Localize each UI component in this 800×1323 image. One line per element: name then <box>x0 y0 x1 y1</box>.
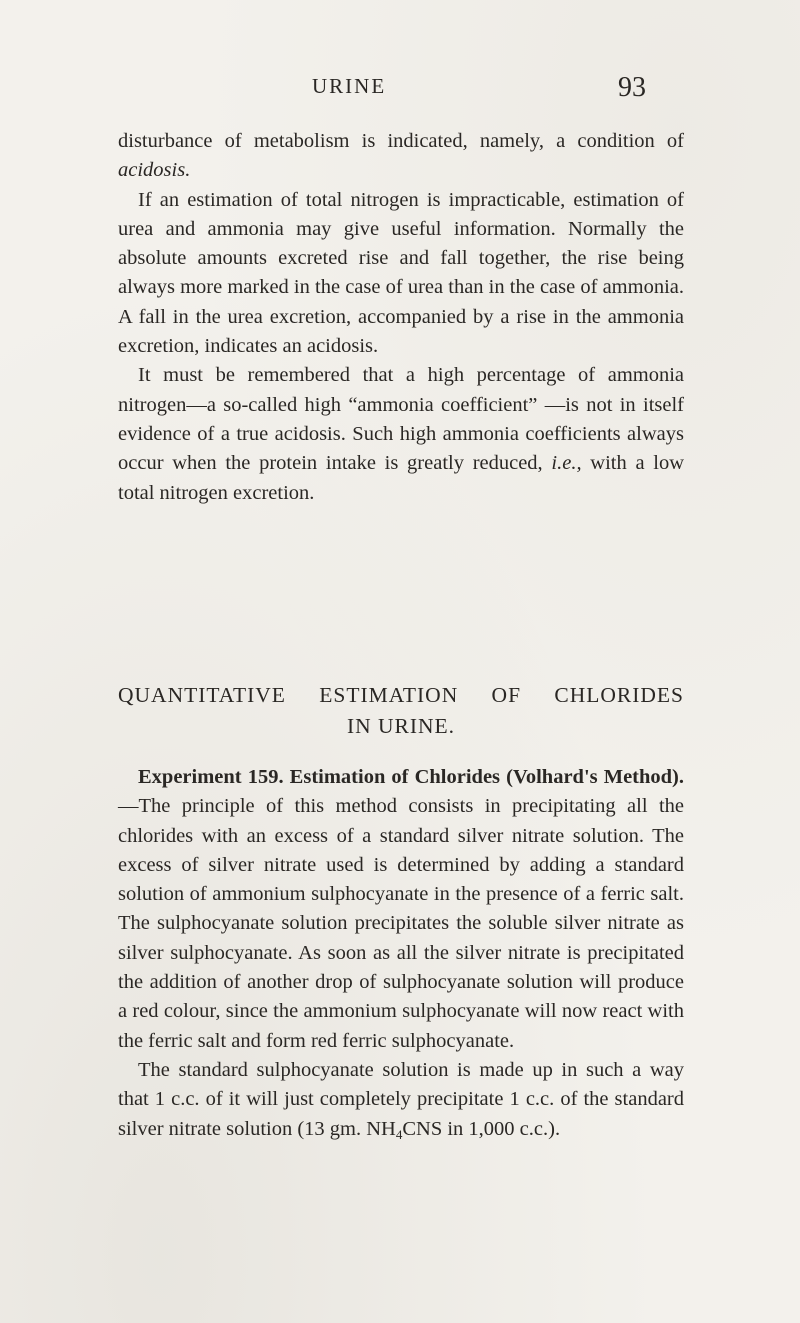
body-text <box>118 127 684 508</box>
paragraph-text: CNS in 1,000 c.c.). <box>402 1117 561 1140</box>
italic-term-ie: i.e., <box>551 452 582 475</box>
subscript: 4 <box>395 1126 403 1142</box>
section-heading-line1: QUANTITATIVE ESTIMATION OF CHLORIDES <box>118 683 684 707</box>
running-head <box>0 72 800 112</box>
experiment-text <box>118 763 684 1149</box>
paragraph-text: with a low total nitrogen excretion. <box>118 452 685 504</box>
paragraph-ammonia-coefficient <box>118 361 684 507</box>
section-heading <box>118 680 684 742</box>
paragraph-standard-solution <box>118 1056 684 1149</box>
section-heading-line2: IN URINE. <box>346 714 456 738</box>
paragraph-experiment <box>118 763 684 1056</box>
paragraph-text: —The principle of this method consists in precipitating all the chlorides with an excess of a standard silver nitrate solution. The excess of silver nitrate used is determined by adding a standard solution of ammonium sulphocyanate in the presence of a ferric salt. The sulphocyanate solution precipitates the soluble silver nitrate as silver sulphocyanate. As soon as all the silver nitrate is precipitated the addition of another drop of sulphocyanate solution will produce a red colour, since the ammonium sulphocyanate will now react with the ferric salt and form red ferric sulphocyanate. <box>118 795 684 1052</box>
paragraph-text: The standard sulphocyanate solution is made up in such a way that 1 c.c. of it will just completely precipitate 1 c.c. of the standard silver nitrate solution (13 gm. NH <box>118 1058 684 1140</box>
paragraph-text: It must be remembered that a high percentage of ammonia nitrogen—a so-called high “ammonia coefficient” —is not in itself evidence of a true acidosis. Such high ammonia coefficients always occur when the protein intake is greatly reduced, <box>118 364 684 475</box>
paragraph-urea-ammonia: If an estimation of total nitrogen is impracticable, estimation of urea and ammonia may give useful information. Normally the absolute amounts excreted rise and fall together, the rise being always more marked in the case of urea than in the case of ammonia. A fall in the urea excretion, accompanied by a rise in the ammonia excretion, indicates an acidosis. <box>118 188 684 358</box>
italic-term-acidosis: acidosis. <box>118 159 191 182</box>
page-number: 93 <box>618 72 646 103</box>
paragraph-acidosis <box>118 127 684 186</box>
running-title: URINE <box>312 74 387 98</box>
paragraph-text: disturbance of metabolism is indicated, namely, a condition of <box>118 130 684 152</box>
experiment-label: Experiment 159. Estimation of Chlorides (Volhard's Method). <box>138 766 684 788</box>
